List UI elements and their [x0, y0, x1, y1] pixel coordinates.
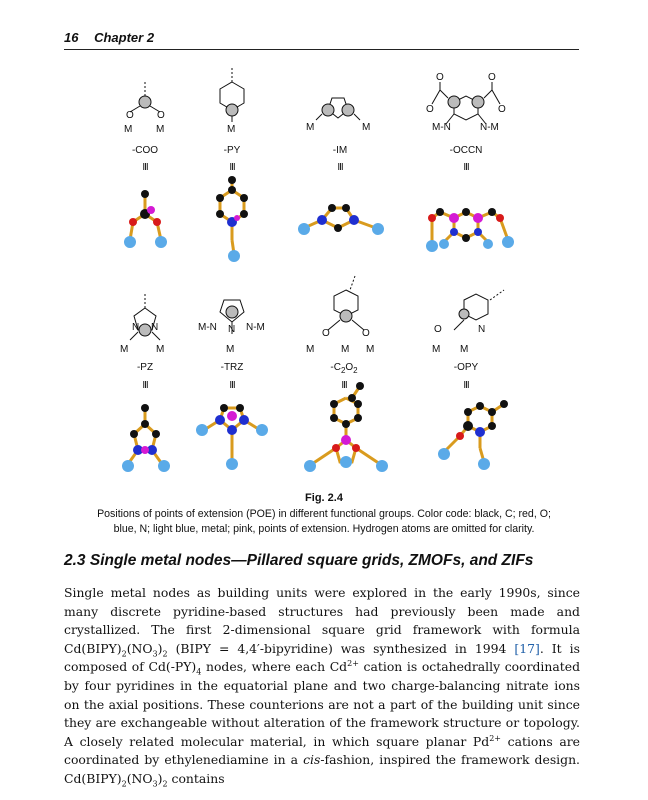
coo-schematic [130, 82, 160, 112]
equivalence-mark: III [341, 380, 347, 391]
label-coo: -COO [131, 145, 159, 156]
svg-text:N: N [228, 324, 236, 335]
figure-title: Fig. 2.4 [305, 492, 343, 504]
svg-text:M: M [156, 344, 165, 355]
svg-text:N: N [132, 322, 140, 333]
chapter-title: Chapter 2 [94, 30, 155, 45]
svg-text:M: M [306, 122, 315, 133]
svg-text:M-N: M-N [198, 322, 217, 333]
svg-text:N: N [478, 324, 486, 335]
row2-atoms [122, 382, 508, 472]
svg-text:O: O [362, 328, 370, 339]
figure-drawings [60, 68, 590, 508]
svg-text:M: M [227, 124, 236, 135]
row1-atoms [124, 176, 514, 262]
equivalence-mark: III [142, 162, 148, 173]
svg-text:M: M [120, 344, 129, 355]
svg-text:M: M [432, 344, 441, 355]
page-number: 16 [64, 30, 79, 45]
caption-line-1: Positions of points of extension (POE) in different functional groups. Color code: black, C; red, O; [97, 508, 551, 520]
label-im: -IM [332, 145, 348, 156]
svg-text:O: O [436, 72, 444, 83]
label-trz: -TRZ [220, 362, 244, 373]
equivalence-mark: III [337, 162, 343, 173]
equivalence-mark: III [229, 380, 235, 391]
svg-text:N-M: N-M [480, 122, 499, 133]
occn-schematic [432, 82, 500, 124]
equivalence-mark: III [229, 162, 235, 173]
body-paragraph: Single metal nodes as building units were explored in the early 1990s, since many discrete pyridine-based structures had previously been made and crystallized. The first 2-dimensional square grid framework with formula $Cd(BIPY)_2(NO_3)_2$ (BIPY = 4,4′-bipyridine) was synthesized in 1994 [17]. It is composed of $Cd(-PY)_4$ nodes, where each $Cd^{2+}$ cation is octahedrally coordinated by four pyridines in the equatorial plane and two charge-balancing nitrate ions on the axial positions. These counterions are not a part of the building unit since they are exchangeable without alteration of the framework structure or topology. A closely related molecular material, in which square planar $Pd^{2+}$ cations are coordinated by ethylenediamine in a cis-fashion, inspired the framework design. $Cd(BIPY)_2(NO_3)_2$ contains [64, 585, 581, 789]
svg-text:O: O [488, 72, 496, 83]
svg-text:M: M [341, 344, 350, 355]
label-opy: -OPY [453, 362, 479, 373]
running-head [64, 30, 579, 50]
svg-text:M: M [226, 344, 235, 355]
svg-text:O: O [434, 324, 442, 335]
svg-text:N: N [151, 322, 159, 333]
reference-link[interactable]: [17] [514, 640, 540, 656]
py-schematic [220, 68, 244, 122]
svg-text:O: O [426, 104, 434, 115]
svg-text:O: O [322, 328, 330, 339]
im-schematic [316, 98, 360, 120]
figure-caption [60, 507, 588, 537]
svg-text:O: O [498, 104, 506, 115]
equivalence-mark: III [142, 380, 148, 391]
caption-line-2: blue, N; light blue, metal; pink, points of extension. Hydrogen atoms are omitted for clarity. [113, 523, 535, 535]
svg-text:M: M [306, 344, 315, 355]
svg-text:M: M [124, 124, 133, 135]
svg-text:M: M [156, 124, 165, 135]
svg-text:M-N: M-N [432, 122, 451, 133]
svg-text:O: O [157, 110, 165, 121]
svg-text:O: O [126, 110, 134, 121]
equivalence-mark: III [463, 380, 469, 391]
row2-schematics [130, 276, 504, 340]
figure-2-4 [60, 68, 590, 508]
label-pz: -PZ [136, 362, 154, 373]
equivalence-mark: III [463, 162, 469, 173]
svg-text:M: M [366, 344, 375, 355]
label-occn: -OCCN [449, 145, 483, 156]
svg-text:N-M: N-M [246, 322, 265, 333]
section-heading: 2.3 Single metal nodes—Pillared square grids, ZMOFs, and ZIFs [64, 552, 534, 569]
svg-text:M: M [362, 122, 371, 133]
label-c2o2: $-C_2O_2$ [330, 362, 358, 375]
label-py: -PY [223, 145, 241, 156]
svg-text:M: M [460, 344, 469, 355]
